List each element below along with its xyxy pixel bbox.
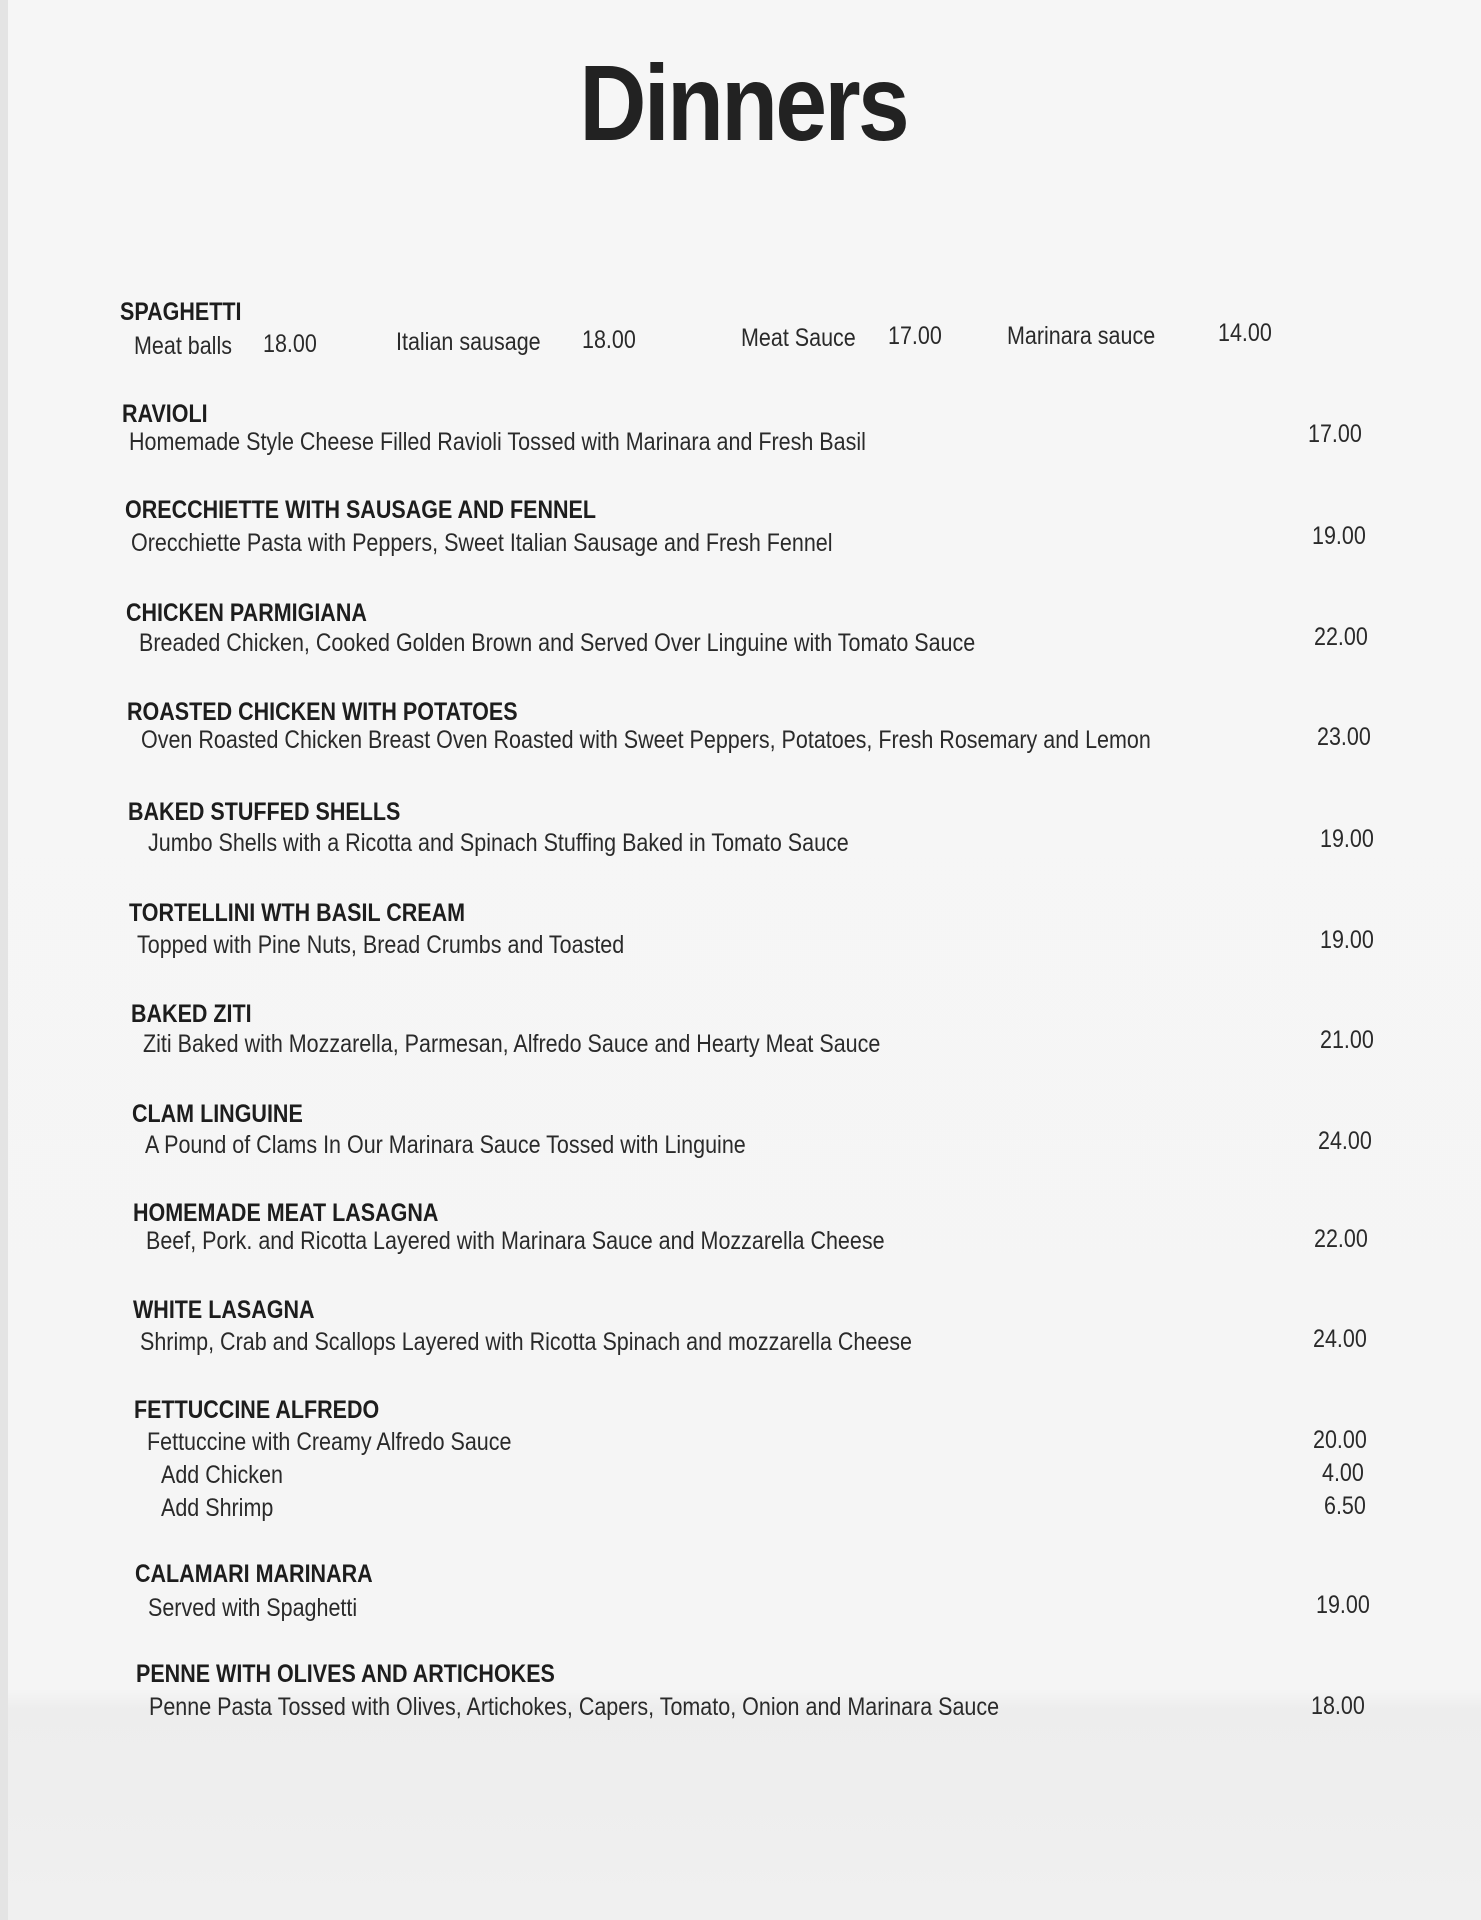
page-title: Dinners <box>579 42 908 163</box>
item-price: 19.00 <box>1320 926 1374 954</box>
item-name: CLAM LINGUINE <box>132 1100 303 1128</box>
item-price: 24.00 <box>1318 1127 1372 1155</box>
addon-label: Add Chicken <box>161 1461 283 1489</box>
addon-label: Add Shrimp <box>161 1494 274 1522</box>
item-price: 20.00 <box>1313 1426 1367 1454</box>
item-name: PENNE WITH OLIVES AND ARTICHOKES <box>136 1660 555 1688</box>
item-price: 24.00 <box>1313 1325 1367 1353</box>
option-label: Marinara sauce <box>1007 322 1156 350</box>
item-description: Shrimp, Crab and Scallops Layered with Ricotta Spinach and mozzarella Cheese <box>140 1328 913 1356</box>
item-name: SPAGHETTI <box>120 298 242 326</box>
item-description: Orecchiette Pasta with Peppers, Sweet Italian Sausage and Fresh Fennel <box>131 529 833 557</box>
addon-price: 4.00 <box>1322 1459 1364 1487</box>
item-name: HOMEMADE MEAT LASAGNA <box>133 1199 439 1227</box>
item-price: 19.00 <box>1312 522 1366 550</box>
item-name: WHITE LASAGNA <box>133 1296 315 1324</box>
item-price: 19.00 <box>1320 825 1374 853</box>
item-description: Beef, Pork. and Ricotta Layered with Marinara Sauce and Mozzarella Cheese <box>146 1227 885 1255</box>
item-description: Oven Roasted Chicken Breast Oven Roasted with Sweet Peppers, Potatoes, Fresh Rosemary and Lemon <box>141 726 1151 754</box>
item-description: A Pound of Clams In Our Marinara Sauce Tossed with Linguine <box>145 1131 746 1159</box>
item-price: 18.00 <box>1311 1692 1365 1720</box>
item-name: RAVIOLI <box>122 400 208 428</box>
option-label: Meat balls <box>134 332 232 360</box>
item-description: Topped with Pine Nuts, Bread Crumbs and Toasted <box>137 931 625 959</box>
option-price: 17.00 <box>888 322 942 350</box>
item-description: Served with Spaghetti <box>148 1594 358 1622</box>
item-description: Homemade Style Cheese Filled Ravioli Tossed with Marinara and Fresh Basil <box>129 428 866 456</box>
item-name: FETTUCCINE ALFREDO <box>134 1396 380 1424</box>
item-description: Jumbo Shells with a Ricotta and Spinach Stuffing Baked in Tomato Sauce <box>148 829 849 857</box>
item-name: ORECCHIETTE WITH SAUSAGE AND FENNEL <box>125 496 597 524</box>
scan-edge <box>0 0 8 1920</box>
item-name: CHICKEN PARMIGIANA <box>126 599 367 627</box>
item-price: 21.00 <box>1320 1026 1374 1054</box>
item-name: ROASTED CHICKEN WITH POTATOES <box>127 698 518 726</box>
item-name: BAKED STUFFED SHELLS <box>128 798 401 826</box>
item-price: 17.00 <box>1308 420 1362 448</box>
item-price: 23.00 <box>1317 723 1371 751</box>
item-price: 22.00 <box>1314 623 1368 651</box>
item-name: CALAMARI MARINARA <box>135 1560 373 1588</box>
item-description: Ziti Baked with Mozzarella, Parmesan, Alfredo Sauce and Hearty Meat Sauce <box>143 1030 881 1058</box>
option-price: 18.00 <box>582 326 636 354</box>
item-description: Penne Pasta Tossed with Olives, Artichokes, Capers, Tomato, Onion and Marinara Sauce <box>149 1693 1000 1721</box>
item-description: Fettuccine with Creamy Alfredo Sauce <box>147 1428 512 1456</box>
addon-price: 6.50 <box>1324 1492 1366 1520</box>
option-label: Italian sausage <box>396 328 541 356</box>
option-label: Meat Sauce <box>741 324 856 352</box>
item-price: 19.00 <box>1316 1591 1370 1619</box>
item-name: BAKED ZITI <box>131 1000 252 1028</box>
item-price: 22.00 <box>1314 1225 1368 1253</box>
option-price: 14.00 <box>1218 319 1272 347</box>
option-price: 18.00 <box>263 330 317 358</box>
item-name: TORTELLINI WTH BASIL CREAM <box>129 899 466 927</box>
item-description: Breaded Chicken, Cooked Golden Brown and Served Over Linguine with Tomato Sauce <box>139 629 976 657</box>
